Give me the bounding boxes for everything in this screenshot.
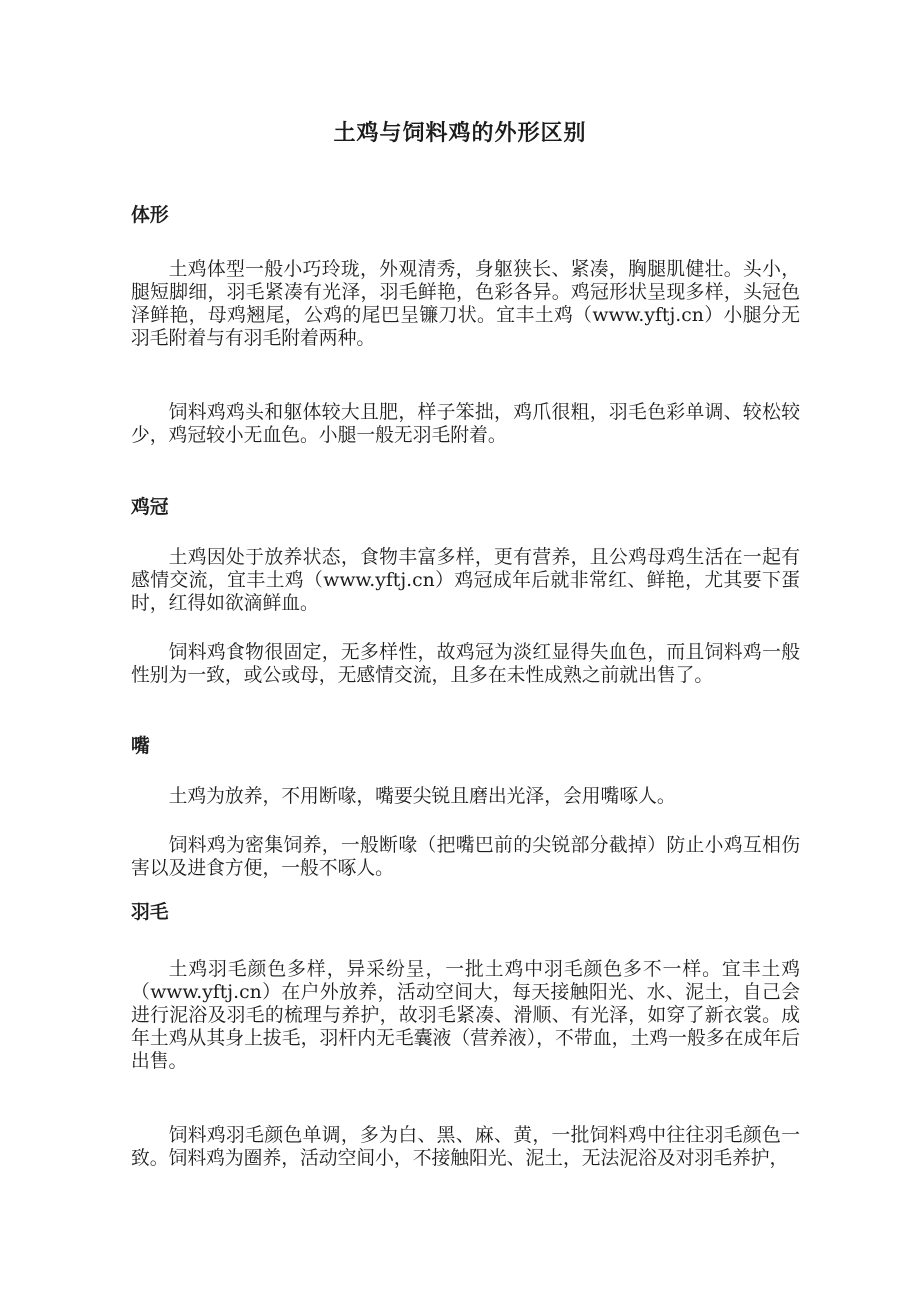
paragraph-feathers-free-range: 土鸡羽毛颜色多样，异采纷呈，一批土鸡中羽毛颜色多不一样。宜丰土鸡（www.yftj.cn）在户外放养，活动空间大，每天接触阳光、水、泥土，自己会进行泥浴及羽毛的梳理与养护，故羽毛紧凑、滑顺、有光泽，如穿了新衣裳。成年土鸡从其身上拔毛，羽杆内无毛囊液（营养液），不带血，土鸡一般多在成年后出售。 <box>131 959 800 1072</box>
section-heading-comb: 鸡冠 <box>131 496 169 518</box>
paragraph-feathers-feed-chicken: 饲料鸡羽毛颜色单调，多为白、黑、麻、黄，一批饲料鸡中往往羽毛颜色一致。饲料鸡为圈养，活动空间小，不接触阳光、泥土，无法泥浴及对羽毛养护， <box>131 1125 800 1169</box>
paragraph-comb-feed-chicken: 饲料鸡食物很固定，无多样性，故鸡冠为淡红显得失血色，而且饲料鸡一般性别为一致，或公或母，无感情交流，且多在未性成熟之前就出售了。 <box>131 642 800 686</box>
paragraph-comb-free-range: 土鸡因处于放养状态，食物丰富多样，更有营养，且公鸡母鸡生活在一起有感情交流，宜丰土鸡（www.yftj.cn）鸡冠成年后就非常红、鲜艳，尤其要下蛋时，红得如欲滴鲜血。 <box>131 547 800 614</box>
section-heading-feathers: 羽毛 <box>131 901 169 923</box>
section-heading-body-shape: 体形 <box>131 204 169 226</box>
paragraph-beak-free-range: 土鸡为放养，不用断喙，嘴要尖锐且磨出光泽，会用嘴啄人。 <box>168 786 676 807</box>
document-title: 土鸡与饲料鸡的外形区别 <box>333 120 587 146</box>
paragraph-body-shape-feed-chicken: 饲料鸡鸡头和躯体较大且肥，样子笨拙，鸡爪很粗，羽毛色彩单调、较松较少，鸡冠较小无血色。小腿一般无羽毛附着。 <box>131 402 800 446</box>
section-heading-beak: 嘴 <box>131 735 150 757</box>
paragraph-body-shape-free-range: 土鸡体型一般小巧玲珑，外观清秀，身躯狭长、紧凑，胸腿肌健壮。头小，腿短脚细，羽毛紧凑有光泽，羽毛鲜艳，色彩各异。鸡冠形状呈现多样，头冠色泽鲜艳，母鸡翘尾，公鸡的尾巴呈镰刀状。宜丰土鸡（www.yftj.cn）小腿分无羽毛附着与有羽毛附着两种。 <box>131 259 800 349</box>
paragraph-beak-feed-chicken: 饲料鸡为密集饲养，一般断喙（把嘴巴前的尖锐部分截掉）防止小鸡互相伤害以及进食方便，一般不啄人。 <box>131 835 800 879</box>
